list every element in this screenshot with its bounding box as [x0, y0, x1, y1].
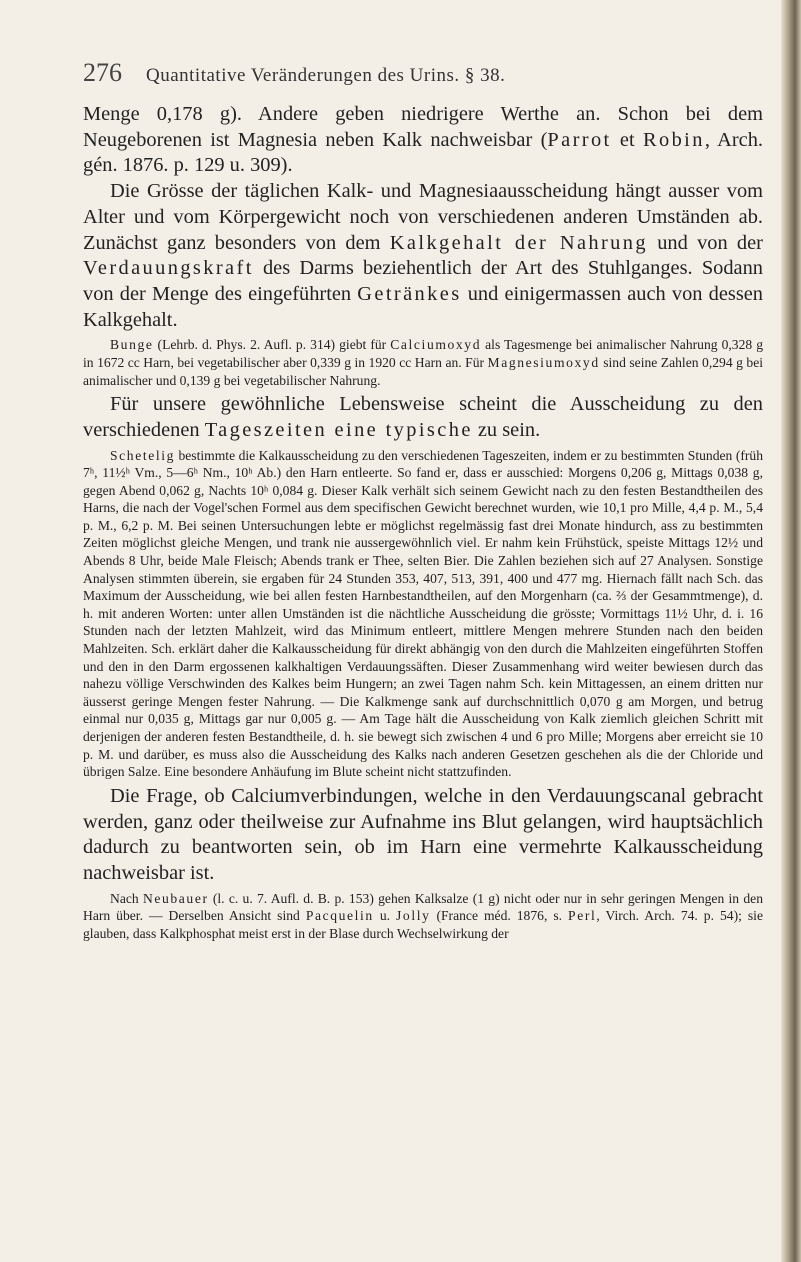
text: Menge 0,178 g). Andere geben niedrigere Werthe an. Schon bei dem Neugeborenen ist Magnesia neben Kalk nachweisbar (	[83, 103, 763, 151]
text: (Lehrb. d. Phys. 2. Aufl. p. 314) giebt für	[153, 337, 391, 353]
text: u.	[373, 908, 397, 924]
text: bestimmte die Kalkausscheidung zu den verschiedenen Tageszeiten, indem er zu bestimmten Stunden (früh 7ʰ, 11½ʰ Vm., 5—6ʰ Nm., 10ʰ Ab.) den Harn entleerte. So fand er, dass er ausschied: Morgens 0,206 g, Mittags 0,038 g, gegen Abend 0,062 g, Nachts 10ʰ 0,084 g. Dieser Kalk verhält sich seinem Gewicht nach zu den festen Bestandtheilen des Harns, die nach der Vogel'schen Formel aus dem specifischen Gewicht berechnet wurden, wie 10,1 pro Mille, 4,4 p. M., 5,4 p. M., 6,2 p. M. Bei seinen Untersuchungen lebte er möglichst regelmässig fast drei Monate hindurch, ass zu bestimmten Zeiten möglichst gleiche Mengen, und trank nie aussergewöhnlich viel. Er nahm kein Frühstück, speiste Mittags 12½ und Abends 8 Uhr, beide Male Fleisch; Abends trank er Thee, selten Bier. Die Zahlen beziehen sich auf 27 Analysen. Sonstige Analysen stimmten überein, sie ergaben für 24 Stunden 353, 407, 513, 391, 400 und 477 mg. Hiernach fällt nach Sch. das Maximum der Ausscheidung, wie bei allen festen Harnbestandtheilen, auf den Morgenharn (ca. ⅔ der Gesammtmenge), d. h. mit anderen Worten: unter allen Umständen ist die nächtliche Ausscheidung die grösste; Vormittags 11½ Uhr, d. i. 16 Stunden nach der letzten Mahlzeit, wird das Minimum entleert, mittlere Mengen mehrere Stunden nach den beiden Mahlzeiten. Sch. erklärt daher die Kalkausscheidung für direkt abhängig von den durch die Mahlzeiten eingeführten Stoffen und den in den Darm ergossenen kalkhaltigen Verdauungssäften. Dieser Zusammenhang wird weiter bewiesen durch das nahezu völlige Verschwinden des Kalkes beim Hungern; an zwei Tagen nahm Sch. kein Mittagessen, an einem dritten nur äusserst geringe Mengen fester Nahrung. — Die Kalkmenge sank auf durchschnittlich 0,070 g am Morgen, und betrug einmal nur 0,035 g, Mittags gar nur 0,005 g. — Am Tage hält die Ausscheidung von Kalk ziemlich gleichen Schritt mit derjenigen der anderen festen Bestandtheile, d. h. sie bewegt sich zwischen 4 und 6 pro Mille; Morgens aber erreicht sie 10 p. M. und darüber, es muss also die Ausscheidung des Kalks nach anderen Gesetzen geschehen als die der Chloride und übrigen Salze. Eine besondere Anhäufung im Blute scheint nicht stattzufinden.	[83, 447, 763, 780]
emphasis: Kalkgehalt der Nahrung	[389, 231, 648, 254]
text: und einigermassen auch von dessen Kalkgehalt.	[83, 282, 763, 331]
running-head: Quantitative Veränderungen des Urins. § 38.	[146, 65, 506, 86]
text: Die Grösse der täglichen Kalk- und Magnesiaausscheidung hängt ausser vom Alter und vom Körpergewicht noch von verschiedenen anderen Umständen ab. Zunächst ganz besonders von dem	[83, 180, 763, 254]
emphasis: Verdauungskraft	[83, 257, 254, 280]
page-header	[83, 58, 763, 88]
author-name: Perl	[568, 908, 597, 924]
page-number: 276	[83, 58, 122, 87]
text: , Virch. Arch. 74. p. 54); sie glauben, dass Kalkphosphat meist erst in der Blase durch Wechselwirkung der	[83, 908, 763, 941]
emphasis: Tageszeiten eine typische	[204, 418, 473, 441]
text: des Darms beziehentlich der Art des Stuhlganges. Sodann von der Menge des eingeführten	[83, 257, 763, 305]
text: und von der	[647, 231, 763, 254]
emphasis: Magnesiumoxyd	[487, 354, 600, 370]
text: sind seine Zahlen 0,294 g bei animalischer und 0,139 g bei vegetabilischer Nahrung.	[83, 354, 764, 388]
text: Für unsere gewöhnliche Lebensweise scheint die Ausscheidung zu den verschiedenen	[83, 393, 763, 441]
text: (l. c. u. 7. Aufl. d. B. p. 153) gehen Kalksalze (1 g) nicht oder nur in sehr geringen Mengen in den Harn über. — Derselben Ansicht sind	[83, 890, 763, 924]
author-name: Pacquelin	[305, 908, 374, 924]
book-edge-shadow	[781, 0, 801, 1262]
paragraph-1	[83, 102, 763, 179]
author-name: Parrot	[547, 128, 612, 151]
small-print-note-2	[83, 447, 763, 781]
text: et	[611, 128, 643, 151]
emphasis: Calciumoxyd	[390, 337, 482, 353]
author-name: Jolly	[396, 908, 431, 924]
author-name: Schetelig	[110, 447, 175, 463]
author-name: Bunge	[110, 337, 154, 353]
paragraph-3	[83, 392, 763, 443]
author-name: Robin	[642, 128, 705, 151]
text: , Arch. gén. 1876. p. 129 u. 309).	[83, 128, 763, 177]
author-name: Neubauer	[142, 890, 209, 906]
small-print-note-3	[83, 890, 763, 943]
emphasis: Getränkes	[357, 282, 462, 305]
small-print-note-1	[83, 336, 763, 389]
text: Nach	[110, 890, 143, 906]
text: als Tagesmenge bei animalischer Nahrung 0,328 g in 1672 cc Harn, bei vegetabilischer aber 0,339 g in 1920 cc Harn an. Für	[83, 337, 764, 370]
text: zu sein.	[472, 418, 541, 441]
paragraph-2	[83, 179, 763, 333]
text: (France méd. 1876, s.	[430, 908, 569, 924]
book-page	[83, 58, 763, 942]
paragraph-4: Die Frage, ob Calciumverbindungen, welche in den Verdauungscanal gebracht werden, ganz oder theilweise zur Aufnahme ins Blut gelangen, wird hauptsächlich dadurch zu beantworten sein, ob im Harn eine vermehrte Kalkausscheidung nachweisbar ist.	[83, 784, 763, 884]
